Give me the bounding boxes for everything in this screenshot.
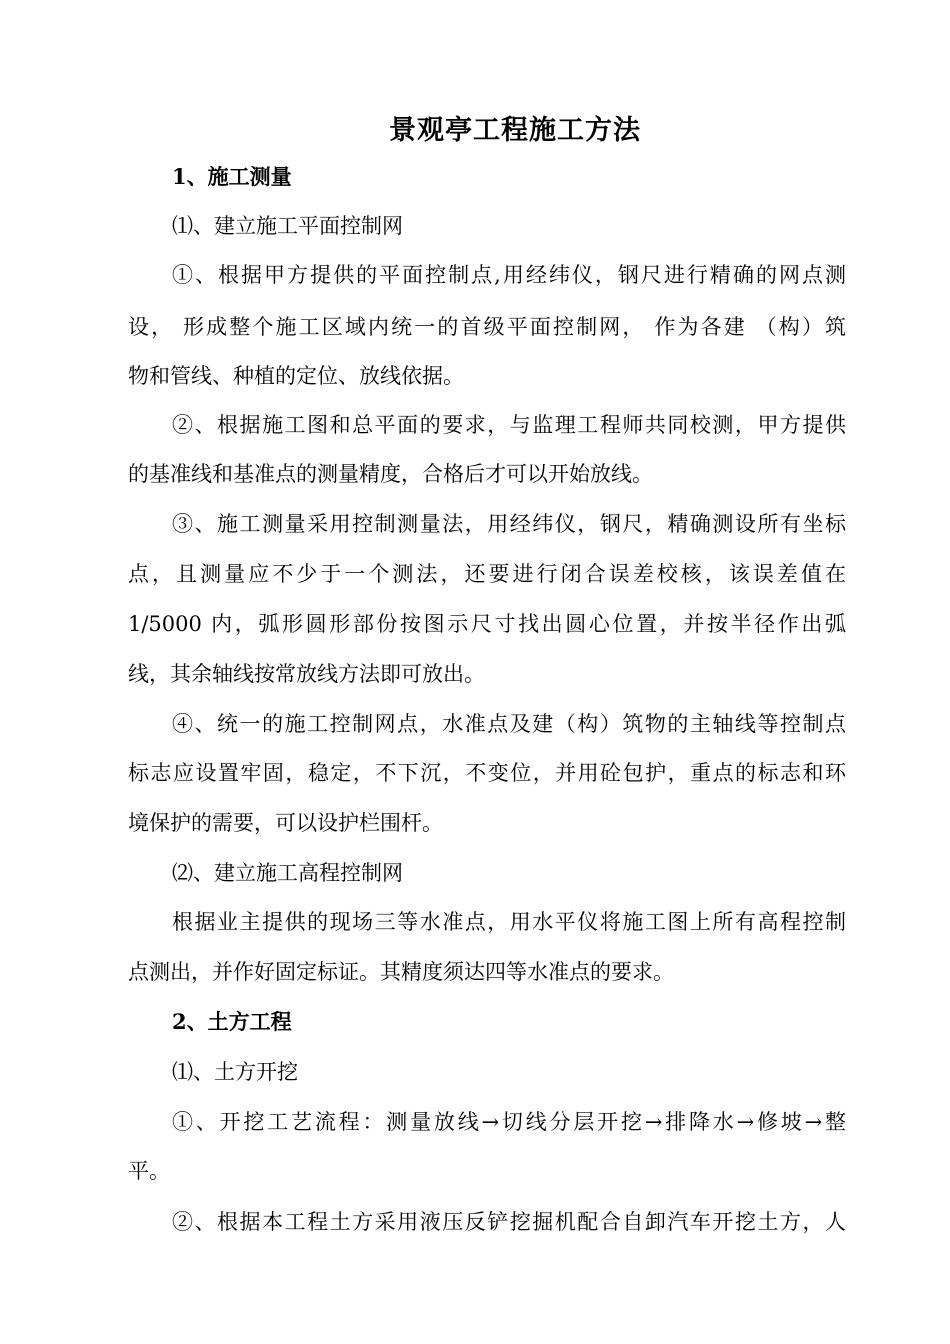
paragraph-line: 境保护的需要，可以设护栏围杆。 bbox=[128, 811, 443, 835]
subsection-heading-plane-control: ⑴、建立施工平面控制网 bbox=[172, 214, 403, 238]
section-heading-survey: 1、施工测量 bbox=[172, 164, 292, 189]
paragraph-line: 线，其余轴线按常放线方法即可放出。 bbox=[128, 662, 485, 686]
paragraph-line: 的基准线和基准点的测量精度，合格后才可以开始放线。 bbox=[128, 462, 653, 486]
section-heading-earthwork: 2、土方工程 bbox=[172, 1009, 292, 1034]
document-title: 景观亭工程施工方法 bbox=[389, 115, 641, 146]
paragraph-line: 平。 bbox=[128, 1159, 170, 1183]
subsection-heading-elevation-control: ⑵、建立施工高程控制网 bbox=[172, 861, 403, 885]
paragraph-line: ①、开挖工艺流程：测量放线→切线分层开挖→排降水→修坡→整 bbox=[172, 1110, 846, 1134]
paragraph-line: 点，且测量应不少于一个测法，还要进行闭合误差校核，该误差值在 bbox=[128, 562, 846, 586]
paragraph-line: 物和管线、种植的定位、放线依据。 bbox=[128, 364, 464, 388]
paragraph-line: 设， 形成整个施工区域内统一的首级平面控制网， 作为各建 （构）筑 bbox=[128, 315, 846, 339]
paragraph-line: ②、根据本工程土方采用液压反铲挖掘机配合自卸汽车开挖土方，人 bbox=[172, 1210, 846, 1234]
paragraph-line: ①、根据甲方提供的平面控制点,用经纬仪，钢尺进行精确的网点测 bbox=[172, 263, 846, 287]
paragraph-line: 标志应设置牢固，稳定，不下沉，不变位，并用砼包护，重点的标志和环 bbox=[128, 761, 846, 785]
paragraph-line: 1/5000 内，弧形圆形部份按图示尺寸找出圆心位置，并按半径作出弧 bbox=[128, 612, 846, 636]
paragraph-line: ③、施工测量采用控制测量法，用经纬仪，钢尺，精确测设所有坐标 bbox=[172, 512, 846, 536]
subsection-heading-excavation: ⑴、土方开挖 bbox=[172, 1060, 298, 1084]
paragraph-line: ④、统一的施工控制网点，水准点及建（构）筑物的主轴线等控制点 bbox=[172, 712, 846, 736]
paragraph-line: ②、根据施工图和总平面的要求，与监理工程师共同校测，甲方提供 bbox=[172, 413, 846, 437]
paragraph-line: 点测出，并作好固定标证。其精度须达四等水准点的要求。 bbox=[128, 960, 674, 984]
paragraph-line: 根据业主提供的现场三等水准点，用水平仪将施工图上所有高程控制 bbox=[172, 910, 846, 934]
